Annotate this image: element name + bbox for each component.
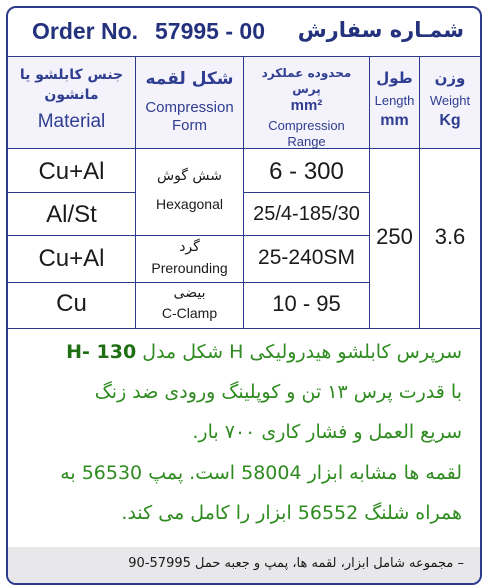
form-hexagonal-en: Hexagonal (156, 196, 223, 212)
order-label: Order No. (32, 18, 139, 44)
description-line-5: همراه شلنگ 56552 ابزار را کامل می کند. (121, 502, 462, 524)
header-range: محدوده عملکرد پرس mm² Compression Range (244, 57, 370, 148)
row3-range: 25-240SM (258, 246, 355, 269)
row1-range: 6 - 300 (269, 158, 344, 185)
description-block (8, 328, 480, 548)
footer-bar (8, 547, 480, 583)
description-line-1: سرپرس کابلشو هیدرولیکی H شکل مدل H- 130 (66, 341, 462, 363)
description-line-3: سریع العمل و فشار کاری ۷۰۰ بار. (192, 421, 462, 443)
grid-line (8, 282, 369, 283)
weight-value: 3.6 (434, 224, 466, 249)
length-value: 250 (376, 224, 413, 249)
row2-range: 25/4-185/30 (253, 203, 360, 225)
model-number: H- 130 (66, 341, 137, 363)
grid-line (8, 192, 135, 193)
table-header (8, 57, 480, 149)
header-length: طول Length mm (370, 57, 420, 148)
header-material: جنس کابلشو یا مانشون Material (8, 57, 136, 148)
form-cclamp-fa: بیضی (173, 285, 206, 301)
form-hexagonal-fa: شش گوش (156, 168, 223, 184)
description-line-2: با قدرت پرس ۱۳ تن و کوپلینگ ورودی ضد زنگ (94, 381, 462, 403)
form-prerounding-en: Prerounding (151, 260, 228, 276)
grid-line (244, 192, 369, 193)
order-label-fa: شمـاره سفارش (297, 18, 464, 42)
description-line-4: لقمه ها مشابه ابزار 58004 است. پمپ 56530 به (60, 462, 462, 484)
row1-material: Cu+Al (38, 158, 105, 185)
form-cclamp-en: C-Clamp (161, 305, 218, 321)
header-weight: وزن Weight Kg (429, 69, 471, 129)
row4-range: 10 - 95 (272, 291, 341, 316)
order-number: 57995 - 00 (155, 18, 265, 44)
title-bar (8, 8, 480, 57)
footer-text: – مجموعه شامل ابزار، لقمه ها، پمپ و جعبه حمل 57995-90 (128, 556, 464, 571)
row3-material: Cu+Al (38, 245, 105, 272)
header-form: شکل لقمه Compression Form (136, 57, 244, 148)
grid-line (8, 235, 369, 236)
row2-material: Al/St (46, 201, 97, 228)
form-prerounding-fa: گرد (179, 239, 200, 255)
row4-material: Cu (56, 290, 87, 317)
product-card (6, 6, 482, 585)
